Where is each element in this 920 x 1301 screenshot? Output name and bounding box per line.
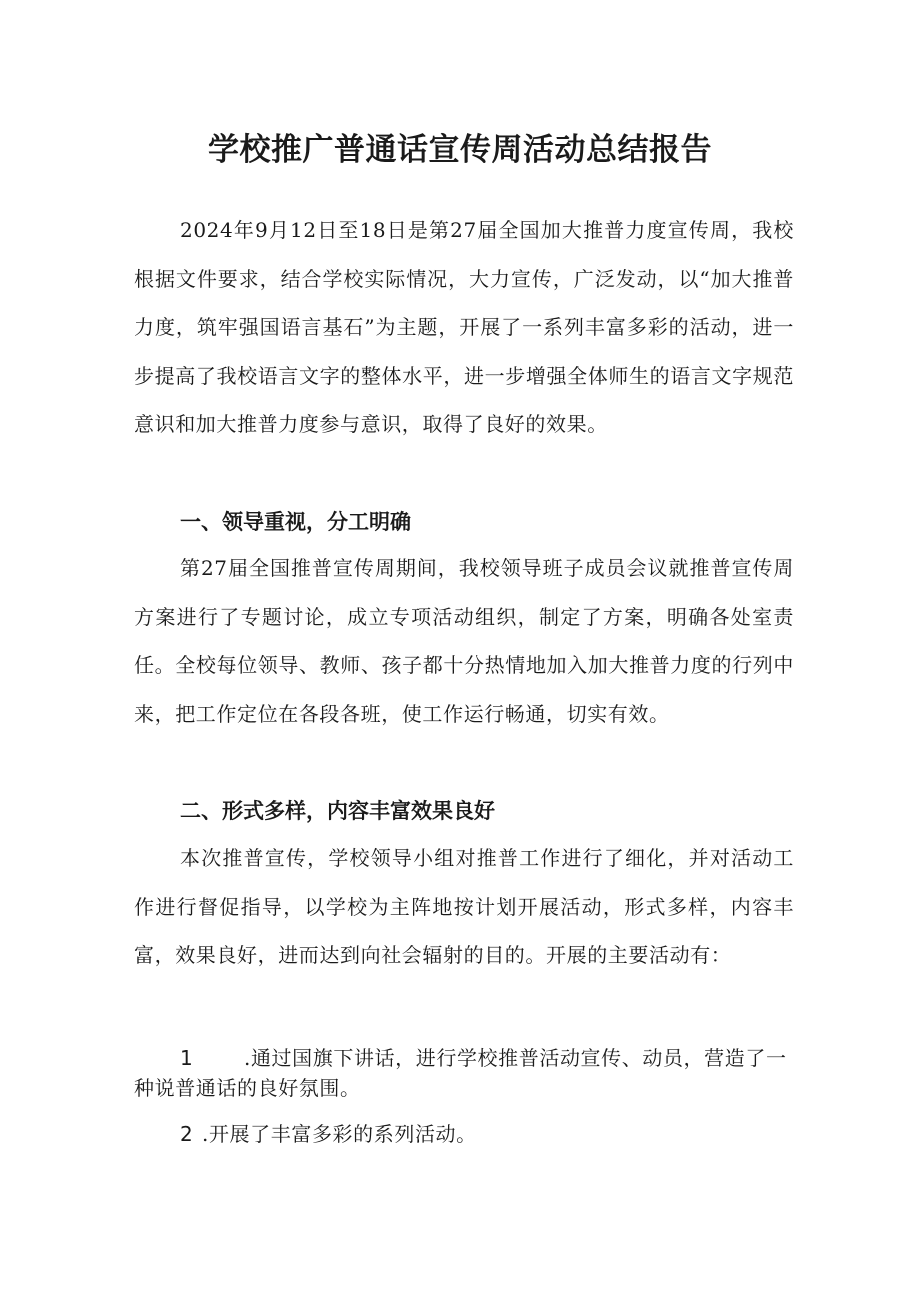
- list-item-1-number: 1: [180, 1046, 194, 1070]
- list-item-2: [134, 1119, 794, 1149]
- list-item-2-text: .开展了丰富多彩的系列活动。: [202, 1122, 477, 1146]
- section-1-body: 第27届全国推普宣传周期间，我校领导班子成员会议就推普宣传周方案进行了专题讨论，成立专项活动组织，制定了方案，明确各处室责任。全校每位领导、教师、孩子都十分热情地加入加大推普力度的行列中来，把工作定位在各段各班，使工作运行畅通，切实有效。: [134, 556, 794, 726]
- list-item-2-number: 2: [180, 1122, 194, 1146]
- intro-paragraph: 2024年9月12日至18日是第27届全国加大推普力度宣传周，我校根据文件要求，结合学校实际情况，大力宣传，广泛发动，以“加大推普力度，筑牢强国语言基石”为主题，开展了一系列丰富多彩的活动，进一步提高了我校语言文字的整体水平，进一步增强全体师生的语言文字规范意识和加大推普力度参与意识，取得了良好的效果。: [134, 218, 794, 436]
- list-item-1-text: .通过国旗下讲话，进行学校推普活动宣传、动员，营造了一种说普通话的良好氛围。: [134, 1046, 787, 1100]
- list-item-1: [134, 1043, 794, 1103]
- section-2-heading: 二、形式多样，内容丰富效果良好: [180, 799, 495, 823]
- section-1-heading: 一、领导重视，分工明确: [180, 510, 411, 534]
- section-2-body: 本次推普宣传，学校领导小组对推普工作进行了细化，并对活动工作进行督促指导，以学校为主阵地按计划开展活动，形式多样，内容丰富，效果良好，进而达到向社会辐射的目的。开展的主要活动有：: [134, 846, 794, 967]
- document-title: 学校推广普通话宣传周活动总结报告: [208, 131, 712, 168]
